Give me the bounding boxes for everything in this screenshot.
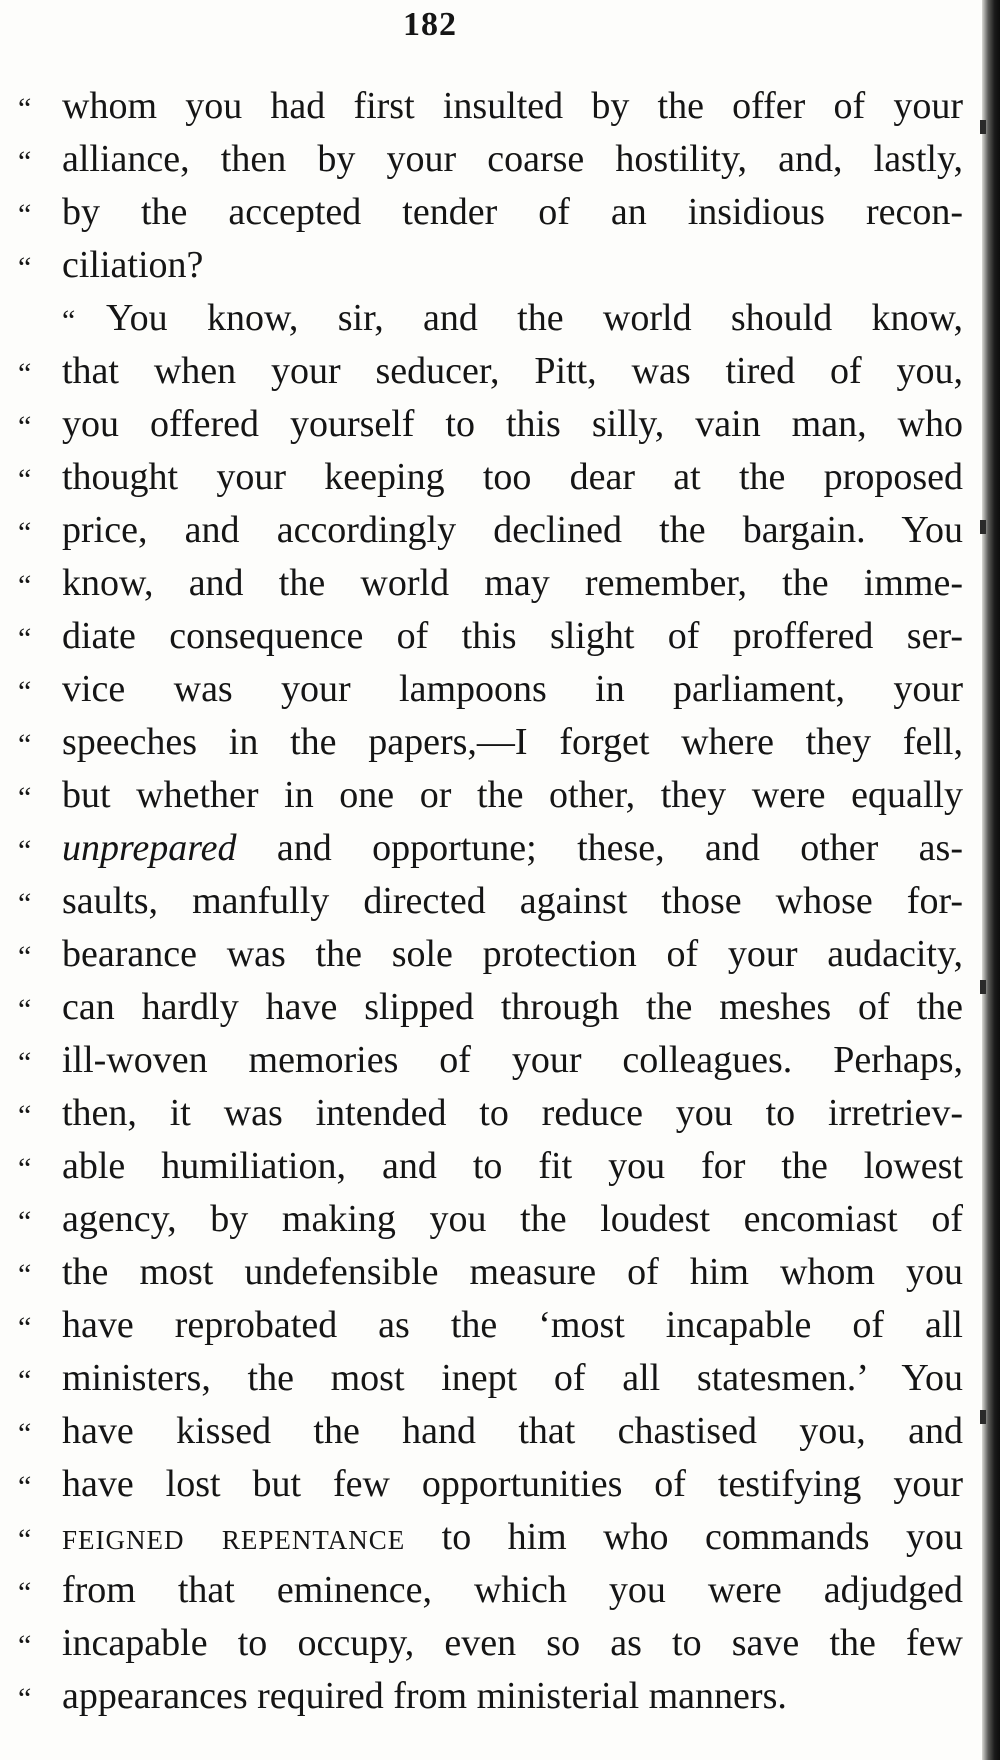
line-text: and opportune; these, and other as-: [276, 827, 963, 869]
quote-mark: “: [18, 940, 32, 973]
line-text: thought your keeping too dear at the proposed: [62, 456, 963, 498]
line-text: ciliation?: [62, 244, 204, 286]
line-text: you offered yourself to this silly, vain man, who: [62, 403, 963, 445]
line-text: by the accepted tender of an insidious recon-: [62, 191, 963, 233]
page-number: 182: [403, 6, 457, 43]
line-text: speeches in the papers,—I forget where they fell,: [62, 721, 963, 763]
quote-mark: “: [18, 993, 32, 1026]
text-line: [18, 398, 963, 451]
text-line: [18, 133, 963, 186]
line-text: appearances required from ministerial manners.: [62, 1675, 787, 1717]
line-text: but whether in one or the other, they were equally: [62, 774, 963, 816]
quote-mark: “: [18, 357, 32, 390]
quote-mark: “: [18, 622, 32, 655]
line-text: the most undefensible measure of him whom you: [62, 1251, 963, 1293]
line-text: You know, sir, and the world should know,: [106, 297, 963, 339]
edge-speck: [980, 1410, 986, 1424]
edge-speck: [980, 980, 986, 994]
text-line: [18, 186, 963, 239]
quote-mark: “: [18, 1152, 32, 1185]
line-text: price, and accordingly declined the bargain. You: [62, 509, 963, 551]
line-text: have lost but few opportunities of testifying your: [62, 1463, 963, 1505]
text-line: [18, 239, 963, 292]
line-text: have reprobated as the ‘most incapable of all: [62, 1304, 963, 1346]
line-text: then, it was intended to reduce you to irretriev-: [62, 1092, 963, 1134]
text-line: [18, 80, 963, 133]
text-line: [18, 557, 963, 610]
quote-mark: “: [18, 1417, 32, 1450]
line-text: that when your seducer, Pitt, was tired of you,: [62, 350, 963, 392]
quote-mark: “: [18, 1046, 32, 1079]
line-text: incapable to occupy, even so as to save the few: [62, 1622, 963, 1664]
text-line: [18, 663, 963, 716]
quote-mark: “: [18, 569, 32, 602]
text-line: [18, 981, 963, 1034]
line-text: agency, by making you the loudest encomiast of: [62, 1198, 963, 1240]
text-line: [18, 716, 963, 769]
edge-speck: [980, 120, 986, 134]
text-line: [18, 1458, 963, 1511]
text-line: [18, 1352, 963, 1405]
line-text: ministers, the most inept of all statesmen.’ You: [62, 1357, 963, 1399]
quote-mark: “: [18, 1205, 32, 1238]
quote-mark: “: [18, 1682, 32, 1715]
line-text: to him who commands you: [441, 1516, 963, 1558]
text-line: [18, 1140, 963, 1193]
quote-mark: “: [18, 516, 32, 549]
quote-mark: “: [18, 198, 32, 231]
quote-mark: “: [18, 1523, 32, 1556]
quote-mark: “: [18, 675, 32, 708]
quote-mark: “: [18, 1258, 32, 1291]
text-line: [18, 1087, 963, 1140]
text-line: [18, 345, 963, 398]
line-text: ill-woven memories of your colleagues. Perhaps,: [62, 1039, 963, 1081]
text-line: [18, 928, 963, 981]
line-text: whom you had first insulted by the offer of your: [62, 85, 963, 127]
text-line: [18, 1193, 963, 1246]
edge-speck: [980, 520, 986, 534]
quote-mark: “: [18, 728, 32, 761]
line-text: from that eminence, which you were adjudged: [62, 1569, 963, 1611]
text-line: [18, 769, 963, 822]
quote-mark: “: [18, 834, 32, 867]
text-line: [18, 1670, 963, 1723]
text-line: [18, 451, 963, 504]
line-text: can hardly have slipped through the meshes of the: [62, 986, 963, 1028]
quote-mark: “: [18, 1311, 32, 1344]
paragraph-start-line: [18, 292, 963, 345]
quote-mark: “: [18, 145, 32, 178]
line-text: alliance, then by your coarse hostility, and, lastly,: [62, 138, 963, 180]
text-line: [18, 1617, 963, 1670]
line-text: diate consequence of this slight of proffered ser-: [62, 615, 963, 657]
quote-mark: “: [18, 887, 32, 920]
italic-word: unprepared: [62, 827, 237, 869]
quote-mark: “: [18, 92, 32, 125]
quote-mark: “: [18, 781, 32, 814]
small-caps-phrase: feigned repentance: [62, 1516, 406, 1558]
text-line: [18, 822, 963, 875]
line-text-with-italic: [62, 822, 963, 875]
text-line: [18, 1564, 963, 1617]
line-text: have kissed the hand that chastised you, and: [62, 1410, 963, 1452]
line-text: able humiliation, and to fit you for the lowest: [62, 1145, 963, 1187]
quote-mark: “: [18, 463, 32, 496]
quote-mark: “: [62, 304, 76, 337]
quote-mark: “: [18, 251, 32, 284]
line-text: know, and the world may remember, the imme-: [62, 562, 963, 604]
line-text-with-small-caps: [62, 1511, 963, 1564]
line-text: vice was your lampoons in parliament, your: [62, 668, 963, 710]
quote-mark: “: [18, 1470, 32, 1503]
quote-mark: “: [18, 410, 32, 443]
quote-mark: “: [18, 1629, 32, 1662]
text-line: [18, 1246, 963, 1299]
quote-mark: “: [18, 1364, 32, 1397]
text-line: [18, 1405, 963, 1458]
line-text: saults, manfully directed against those whose for-: [62, 880, 963, 922]
text-line: [18, 1511, 963, 1564]
text-line: [18, 875, 963, 928]
text-line: [18, 504, 963, 557]
quote-mark: “: [18, 1099, 32, 1132]
text-line: [18, 1034, 963, 1087]
text-line: [18, 610, 963, 663]
quote-mark: “: [18, 1576, 32, 1609]
page-edge-shadow: [982, 0, 1000, 1760]
line-text: bearance was the sole protection of your audacity,: [62, 933, 963, 975]
text-line: [18, 1299, 963, 1352]
body-text: [18, 80, 963, 1723]
